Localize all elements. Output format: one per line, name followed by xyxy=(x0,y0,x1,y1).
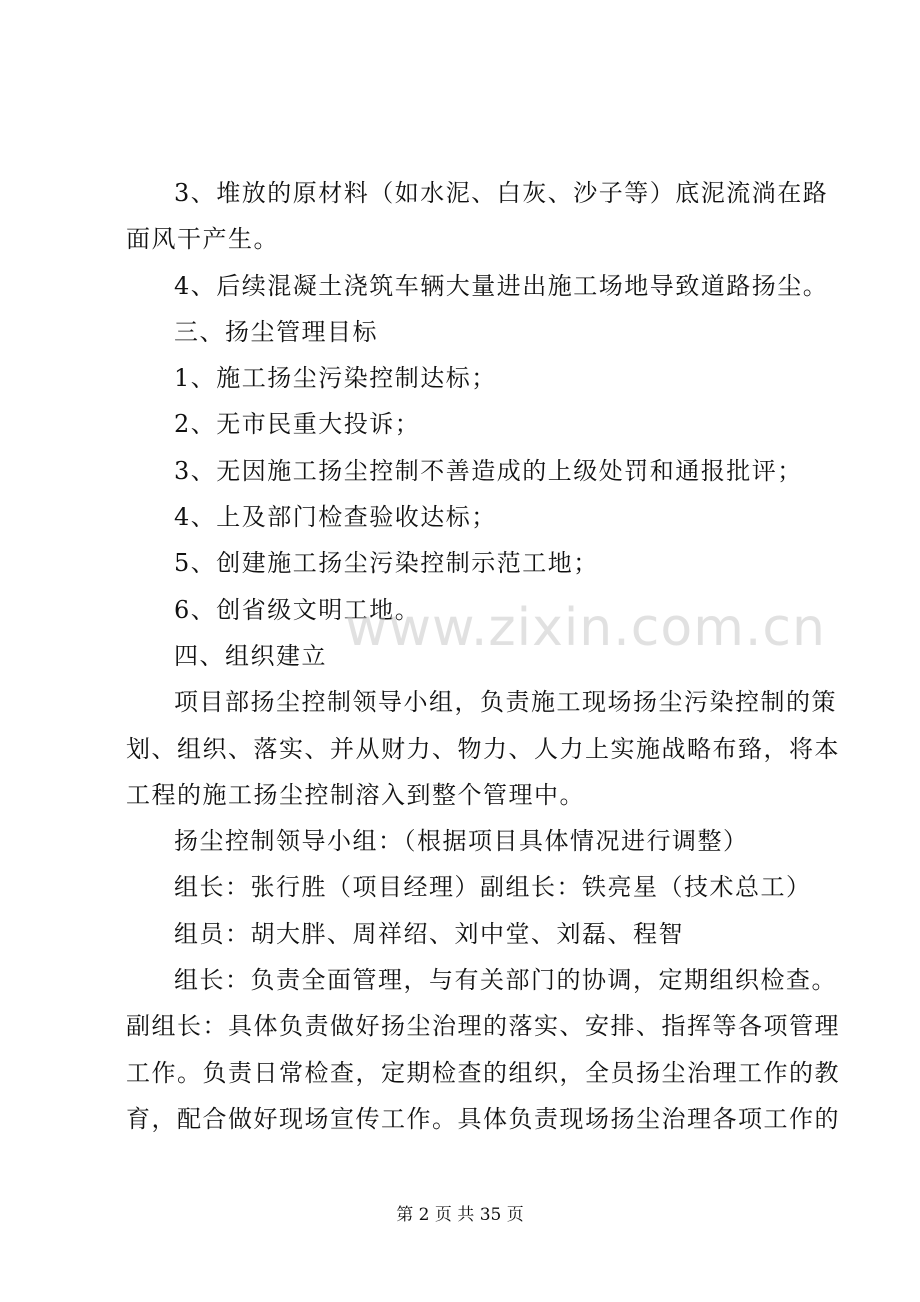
paragraph-line: 副组长：具体负责做好扬尘治理的落实、安排、指挥等各项管理 xyxy=(126,1012,840,1041)
paragraph-line: 组长：负责全面管理，与有关部门的协调，定期组织检查。 xyxy=(174,966,837,995)
section-heading: 三、扬尘管理目标 xyxy=(174,317,378,346)
list-item: 1、施工扬尘污染控制达标； xyxy=(174,364,497,393)
paragraph-line: 3、堆放的原材料（如水泥、白灰、沙子等）底泥流淌在路 xyxy=(174,179,829,207)
paragraph-line: 项目部扬尘控制领导小组，负责施工现场扬尘污染控制的策 xyxy=(174,688,837,717)
paragraph-line: 面风干产生。 xyxy=(126,225,279,254)
paragraph-line: 4、后续混凝土浇筑车辆大量进出施工场地导致道路扬尘。 xyxy=(174,271,829,300)
list-item: 2、无市民重大投诉； xyxy=(174,410,421,439)
paragraph-line: 扬尘控制领导小组：（根据项目具体情况进行调整） xyxy=(174,827,749,856)
page-number-footer: 第 2 页 共 35 页 xyxy=(396,1205,524,1225)
paragraph-line: 组长：张行胜（项目经理）副组长：铁亮星（技术总工） xyxy=(174,873,812,902)
watermark: www.zixin.com.cn xyxy=(345,598,826,658)
paragraph-line: 划、组织、落实、并从财力、物力、人力上实施战略布臵，将本 xyxy=(126,734,840,763)
list-item: 6、创省级文明工地。 xyxy=(174,595,421,624)
paragraph-line: 工作。负责日常检查，定期检查的组织，全员扬尘治理工作的教 xyxy=(126,1058,840,1087)
list-item: 3、无因施工扬尘控制不善造成的上级处罚和通报批评； xyxy=(174,456,803,485)
paragraph-line: 组员：胡大胖、周祥绍、刘中堂、刘磊、程智 xyxy=(174,919,684,948)
list-item: 4、上及部门检查验收达标； xyxy=(174,503,497,532)
list-item: 5、创建施工扬尘污染控制示范工地； xyxy=(174,549,599,578)
paragraph-line: 工程的施工扬尘控制溶入到整个管理中。 xyxy=(126,780,585,809)
paragraph-line: 育，配合做好现场宣传工作。具体负责现场扬尘治理各项工作的 xyxy=(126,1104,840,1133)
section-heading: 四、组织建立 xyxy=(174,641,327,670)
